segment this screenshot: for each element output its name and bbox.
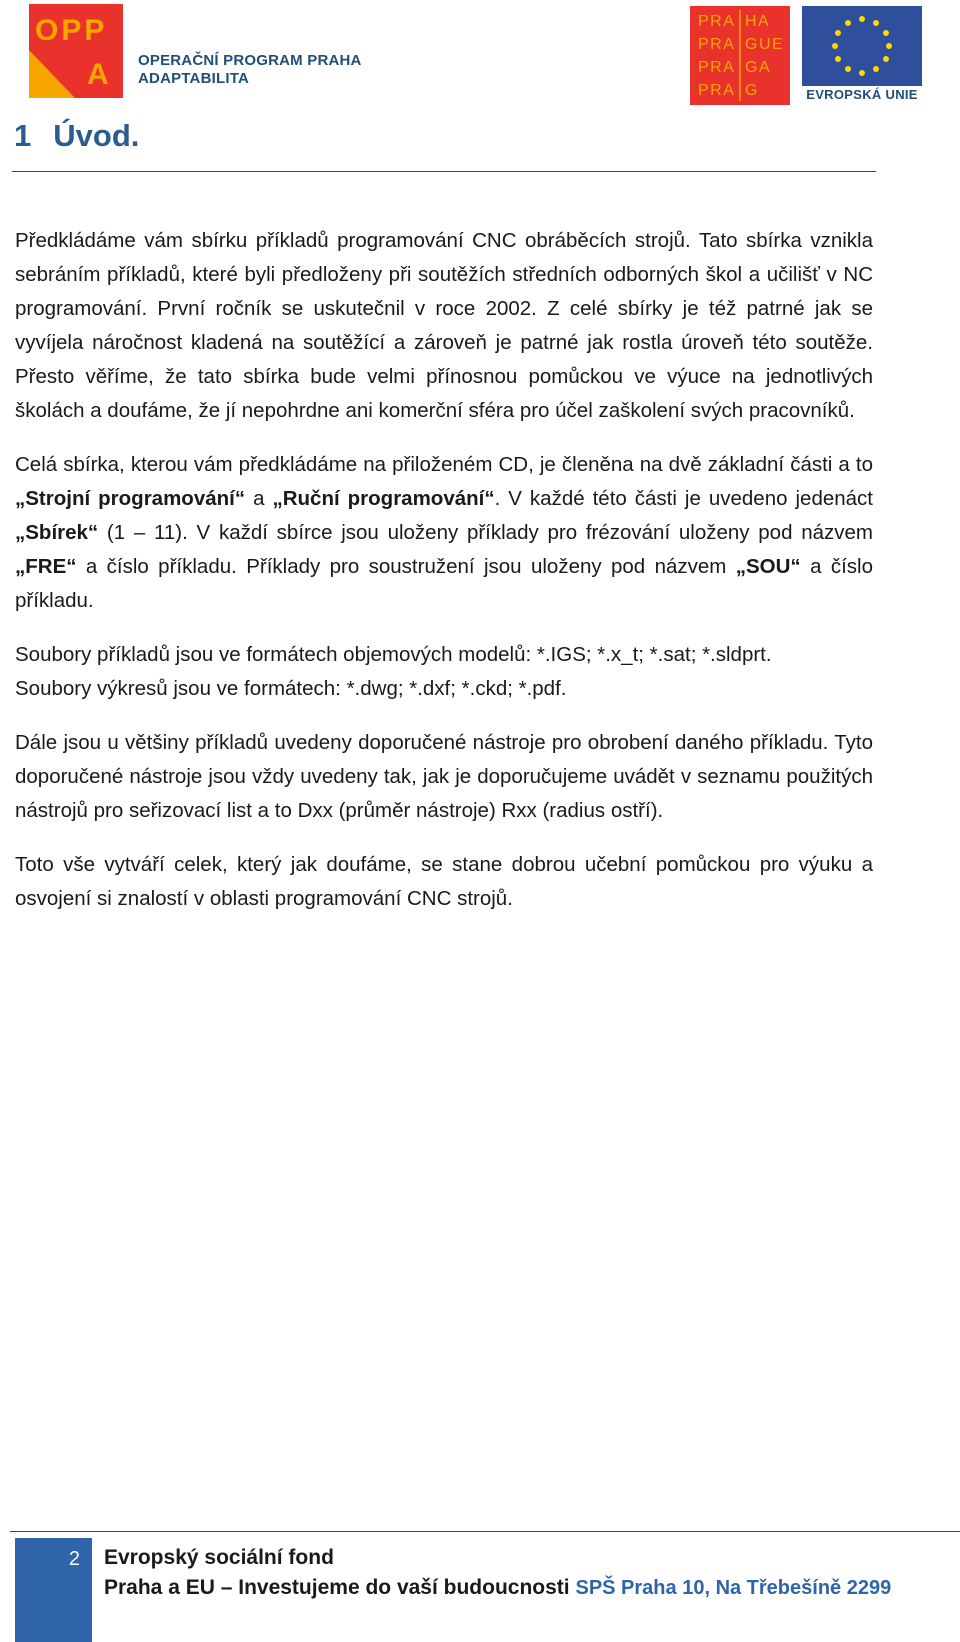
footer-divider — [10, 1531, 960, 1532]
svg-text:HA: HA — [745, 13, 771, 30]
svg-text:PRA: PRA — [698, 13, 736, 30]
footer-fund-name: Evropský sociální fond — [104, 1546, 334, 1569]
formats-models: Soubory příkladů jsou ve formátech objemových modelů: *.IGS; *.x_t; *.sat; *.sldprt. — [15, 643, 772, 666]
text-run: a — [245, 487, 273, 510]
document-body — [15, 224, 873, 936]
footer-slogan: Praha a EU – Investujeme do vaší budoucnosti — [104, 1576, 570, 1599]
eu-label: EVROPSKÁ UNIE — [806, 87, 918, 102]
page-number: 2 — [68, 1548, 80, 1570]
bold-term-fre: „FRE“ — [15, 555, 77, 578]
text-run: Celá sbírka, kterou vám předkládáme na přiloženém CD, je členěna na dvě základní části a to — [15, 453, 873, 476]
oppa-logo — [29, 4, 123, 98]
bold-term-sou: „SOU“ — [735, 555, 801, 578]
footer-school: SPŠ Praha 10, Na Třebešíně 2299 — [575, 1577, 892, 1599]
bold-term-sbirek: „Sbírek“ — [15, 521, 99, 544]
svg-text:GUE: GUE — [745, 36, 785, 53]
text-run: a číslo příkladu. — [15, 555, 873, 612]
heading-divider — [12, 171, 876, 172]
bold-term-strojni: „Strojní programování“ — [15, 487, 246, 510]
paragraph-structure — [15, 448, 873, 618]
oppa-line1: OPERAČNÍ PROGRAM PRAHA — [138, 52, 362, 69]
svg-text:GA: GA — [745, 59, 772, 76]
text-run: . V každé této části je uvedeno jedenáct — [494, 487, 873, 510]
svg-text:A: A — [87, 58, 109, 91]
svg-text:PRA: PRA — [698, 36, 736, 53]
oppa-line2: ADAPTABILITA — [138, 70, 249, 87]
text-run: (1 – 11). V každí sbírce jsou uloženy příklady pro frézování uloženy pod názvem — [98, 521, 873, 544]
svg-text:OPP: OPP — [35, 14, 108, 47]
page-number-box — [15, 1538, 92, 1642]
praha-logo — [690, 6, 790, 105]
paragraph-formats — [15, 638, 873, 706]
paragraph-intro: Předkládáme vám sbírku příkladů programování CNC obráběcích strojů. Tato sbírka vznikla sebráním příkladů, které byli předloženy při soutěžích středních odborných škol a učilišť v NC programování. První ročník se uskutečnil v roce 2002. Z celé sbírky je též patrné jak se vyvíjela náročnost kladená na soutěžící a zároveň je patrné jak rostla úroveň této soutěže. Přesto věříme, že tato sbírka bude velmi přínosnou pomůckou ve výuce na jednotlivých školách a doufáme, že jí nepohrdne ani komerční sféra pro účel zaškolení svých pracovníků. — [15, 229, 873, 422]
text-run: a číslo příkladu. Příklady pro soustružení jsou uloženy pod názvem — [76, 555, 736, 578]
footer-slogan-line — [104, 1576, 891, 1600]
section-title: Úvod. — [53, 118, 140, 153]
svg-text:G: G — [745, 82, 759, 99]
svg-text:PRA: PRA — [698, 59, 736, 76]
formats-drawings: Soubory výkresů jsou ve formátech: *.dwg; *.dxf; *.ckd; *.pdf. — [15, 677, 567, 700]
bold-term-rucni: „Ruční programování“ — [272, 487, 495, 510]
section-heading — [14, 118, 139, 154]
paragraph-tools: Dále jsou u většiny příkladů uvedeny doporučené nástroje pro obrobení daného příkladu. Tyto doporučené nástroje jsou vždy uvedeny tak, jak je doporučujeme uvádět v seznamu použitých nástrojů pro seřizovací list a to Dxx (průměr nástroje) Rxx (radius ostří). — [15, 731, 873, 822]
paragraph-conclusion: Toto vše vytváří celek, který jak doufáme, se stane dobrou učební pomůckou pro výuku a osvojení si znalostí v oblasti programování CNC strojů. — [15, 853, 873, 910]
svg-text:PRA: PRA — [698, 82, 736, 99]
oppa-program-name — [138, 52, 362, 88]
section-number: 1 — [14, 118, 32, 153]
